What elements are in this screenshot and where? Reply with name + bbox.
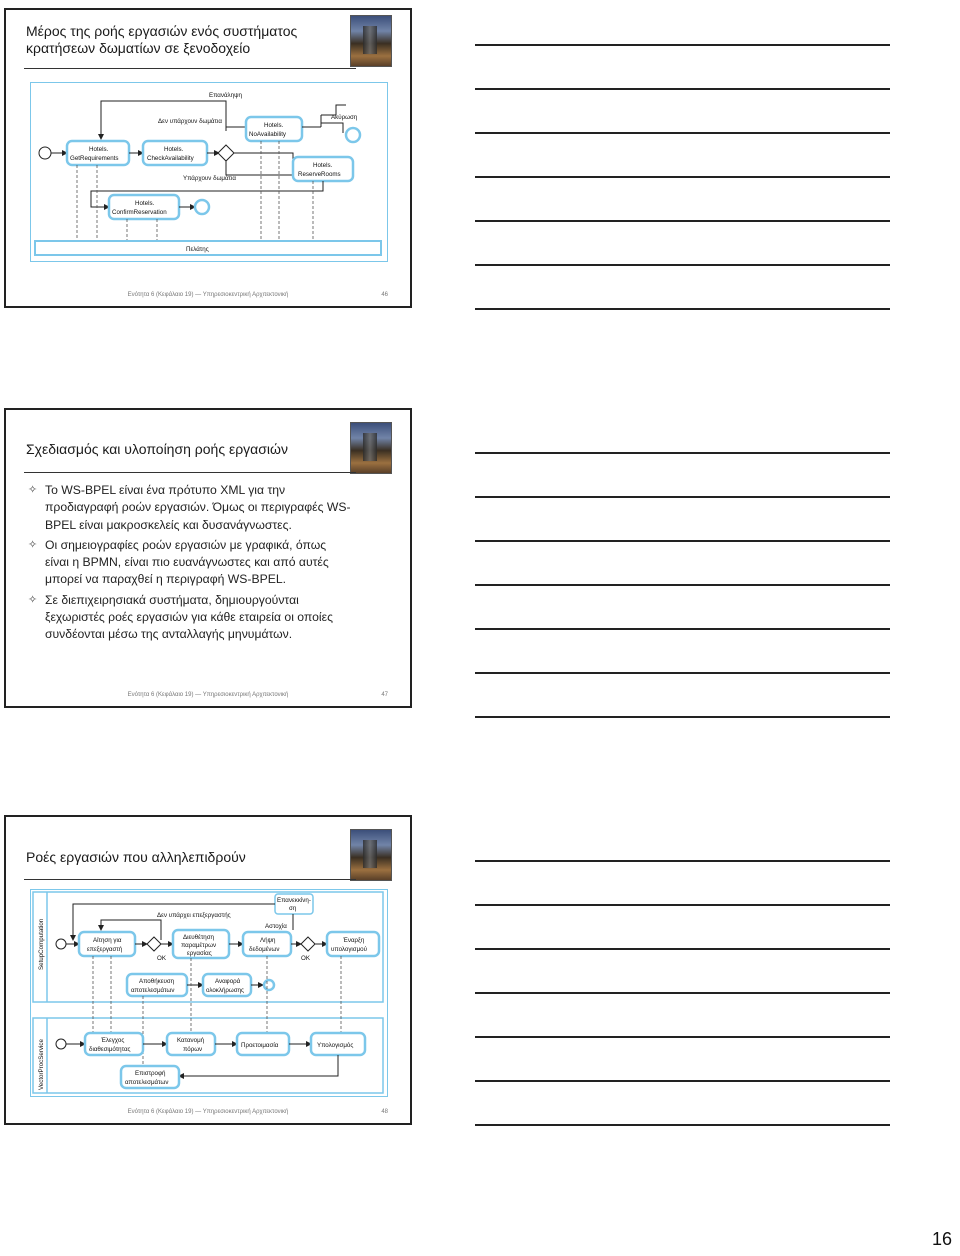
start-event-bottom bbox=[56, 1039, 66, 1049]
event-restart-label-2: ση bbox=[289, 905, 297, 912]
lane-vector-proc-service-label: VectorProcService bbox=[38, 1039, 45, 1090]
task-initialization-label: Προετοιμασία bbox=[241, 1042, 279, 1049]
bullet-line: προδιαγραφή ροών εργασιών. Όμως οι περιγραφές WS- bbox=[45, 500, 351, 515]
note-line bbox=[475, 1124, 890, 1126]
slide-page-number: 48 bbox=[381, 1109, 388, 1115]
task-fetch-data-label-1: Λήψη bbox=[260, 937, 276, 944]
title-divider bbox=[24, 68, 356, 69]
task-check-availability-label-2: διαθεσιμότητας bbox=[89, 1046, 131, 1053]
gateway-availability bbox=[218, 145, 234, 161]
task-report-completion-label-2: ολοκλήρωσης bbox=[206, 987, 244, 994]
note-line bbox=[475, 1036, 890, 1038]
note-line bbox=[475, 992, 890, 994]
note-line bbox=[475, 584, 890, 586]
slide-48 bbox=[4, 815, 412, 1125]
bullet-list bbox=[28, 482, 383, 647]
start-event bbox=[39, 147, 51, 159]
task-store-results-label-1: Αποθήκευση bbox=[139, 978, 175, 985]
task-request-processor-label-2: επεξεργαστή bbox=[87, 946, 123, 953]
note-line bbox=[475, 308, 890, 310]
note-line bbox=[475, 220, 890, 222]
footer-text: Ενότητα 6 (Κεφάλαιο 19) — Υπηρεσιοκεντρική Αρχιτεκτονική bbox=[127, 1109, 289, 1115]
label-ok-1: ΟΚ bbox=[157, 955, 166, 962]
note-line bbox=[475, 496, 890, 498]
bullet-line: είναι η BPMN, είναι πιο ευανάγνωστες και από αυτές bbox=[45, 555, 329, 570]
label-rooms-exist: Υπάρχουν δωμάτια bbox=[183, 175, 236, 182]
label-cancel: Ακύρωση bbox=[331, 114, 358, 121]
bullet-line: ξεχωριστές ροές εργασιών για κάθε εταιρεία οι οποίες bbox=[45, 610, 333, 625]
task-setup-parameters-label-2: παραμέτρων bbox=[181, 942, 217, 949]
task-reserve-rooms-label-2: ReserveRooms bbox=[298, 171, 341, 178]
note-line bbox=[475, 264, 890, 266]
slide-thumbnail-image bbox=[350, 422, 392, 474]
note-line bbox=[475, 904, 890, 906]
task-return-results-label-1: Επιστροφή bbox=[135, 1070, 166, 1077]
note-line bbox=[475, 540, 890, 542]
note-line bbox=[475, 132, 890, 134]
footer-text: Ενότητα 6 (Κεφάλαιο 19) — Υπηρεσιοκεντρική Αρχιτεκτονική bbox=[127, 292, 289, 298]
bullet-line: μπορεί να παραχθεί η περιγραφή WS-BPEL. bbox=[45, 572, 287, 587]
slide-footer bbox=[6, 692, 410, 698]
task-get-requirements-label-2: GetRequirements bbox=[70, 155, 119, 162]
task-check-availability-label-1: Έλεγχος bbox=[101, 1037, 125, 1044]
note-line bbox=[475, 1080, 890, 1082]
lane-setup-computation-label: SetupComputation bbox=[38, 918, 45, 970]
slide-47 bbox=[4, 408, 412, 708]
bullet-line: Οι σημειογραφίες ροών εργασιών με γραφικά, όπως bbox=[45, 537, 327, 552]
diamond-bullet-icon: ✧ bbox=[28, 593, 38, 606]
diamond-bullet-icon: ✧ bbox=[28, 484, 38, 496]
task-reserve-rooms-label-1: Hotels. bbox=[313, 162, 333, 169]
task-check-availability-label-2: CheckAvailability bbox=[147, 155, 194, 162]
footer-text: Ενότητα 6 (Κεφάλαιο 19) — Υπηρεσιοκεντρική Αρχιτεκτονική bbox=[127, 692, 289, 698]
slide-title: Σχεδιασμός και υλοποίηση ροής εργασιών bbox=[26, 441, 288, 457]
note-line bbox=[475, 860, 890, 862]
bullet-line: BPEL είναι μακροσκελείς και δυσανάγνωστες. bbox=[45, 517, 292, 532]
task-return-results-label-2: αποτελεσμάτων bbox=[125, 1079, 169, 1086]
bullet-line: Σε διεπιχειρησιακά συστήματα, δημιουργούνται bbox=[45, 592, 299, 607]
label-ok-2: ΟΚ bbox=[301, 955, 310, 962]
task-allocate-resources-label-2: πόρων bbox=[183, 1046, 203, 1053]
slide-title-line1: Μέρος της ροής εργασιών ενός συστήματος bbox=[26, 23, 298, 39]
slide-page-number: 47 bbox=[381, 692, 388, 698]
task-no-availability-label-2: NoAvailability bbox=[249, 131, 287, 138]
task-no-availability-label-1: Hotels. bbox=[264, 122, 284, 129]
label-no-processor: Δεν υπάρχει επεξεργαστής bbox=[157, 912, 231, 919]
title-divider bbox=[24, 472, 356, 473]
task-request-processor-label-1: Αίτηση για bbox=[93, 937, 122, 944]
note-line bbox=[475, 716, 890, 718]
hotel-booking-workflow-diagram bbox=[30, 82, 388, 262]
slide-thumbnail-image bbox=[350, 829, 392, 881]
task-allocate-resources-label-1: Κατανομή bbox=[177, 1037, 205, 1044]
task-fetch-data-label-2: δεδομένων bbox=[249, 946, 280, 953]
slide-thumbnail-image bbox=[350, 15, 392, 67]
workflow-svg bbox=[31, 83, 386, 260]
task-start-computation-label-1: Έναρξη bbox=[343, 937, 365, 944]
task-setup-parameters-label-3: εργασίας bbox=[187, 950, 212, 957]
bullet-line: συνδέονται μέσω της ανταλλαγής μηνυμάτων. bbox=[45, 627, 293, 642]
note-line bbox=[475, 88, 890, 90]
note-line bbox=[475, 176, 890, 178]
task-compute-label: Υπολογισμός bbox=[317, 1042, 354, 1049]
end-event bbox=[195, 200, 209, 214]
start-event bbox=[56, 939, 66, 949]
document-page-number: 16 bbox=[931, 1229, 952, 1249]
bullet-line: Το WS-BPEL είναι ένα πρότυπο XML για την bbox=[45, 483, 286, 497]
label-repeat: Επανάληψη bbox=[209, 92, 242, 99]
note-line bbox=[475, 672, 890, 674]
title-divider bbox=[24, 879, 356, 880]
task-setup-parameters-label-1: Διευθέτηση bbox=[183, 934, 214, 941]
task-confirm-reservation-label-2: ConfirmReservation bbox=[112, 209, 167, 216]
workflow-svg bbox=[31, 890, 386, 1095]
label-failure: Αστοχία bbox=[265, 923, 287, 930]
task-confirm-reservation-label-1: Hotels. bbox=[135, 200, 155, 207]
task-get-requirements-label-1: Hotels. bbox=[89, 146, 109, 153]
task-report-completion-label-1: Αναφορά bbox=[215, 978, 241, 985]
note-line bbox=[475, 44, 890, 46]
bullet-item bbox=[28, 592, 383, 644]
slide-footer bbox=[6, 292, 410, 298]
slide-title-line2: κρατήσεων δωματίων σε ξενοδοχείο bbox=[26, 40, 251, 56]
note-line bbox=[475, 452, 890, 454]
bullet-item bbox=[28, 537, 383, 589]
end-event-top bbox=[264, 980, 274, 990]
note-line bbox=[475, 628, 890, 630]
end-event-cancel bbox=[346, 128, 360, 142]
slide-page-number: 46 bbox=[381, 292, 388, 298]
diamond-bullet-icon: ✧ bbox=[28, 538, 38, 551]
slide-title bbox=[26, 23, 297, 57]
task-check-availability-label-1: Hotels. bbox=[164, 146, 184, 153]
label-no-rooms: Δεν υπάρχουν δωμάτια bbox=[158, 118, 222, 125]
interacting-workflows-diagram bbox=[30, 889, 388, 1097]
bullet-item bbox=[28, 482, 383, 534]
slide-46 bbox=[4, 8, 412, 308]
slide-title: Ροές εργασιών που αλληλεπιδρούν bbox=[26, 849, 246, 865]
event-restart-label-1: Επανεκκίνη- bbox=[277, 897, 311, 904]
task-start-computation-label-2: υπολογισμού bbox=[331, 946, 368, 953]
slide-footer bbox=[6, 1109, 410, 1115]
task-store-results-label-2: αποτελεσμάτων bbox=[131, 987, 175, 994]
label-client: Πελάτης bbox=[186, 246, 209, 253]
note-line bbox=[475, 948, 890, 950]
